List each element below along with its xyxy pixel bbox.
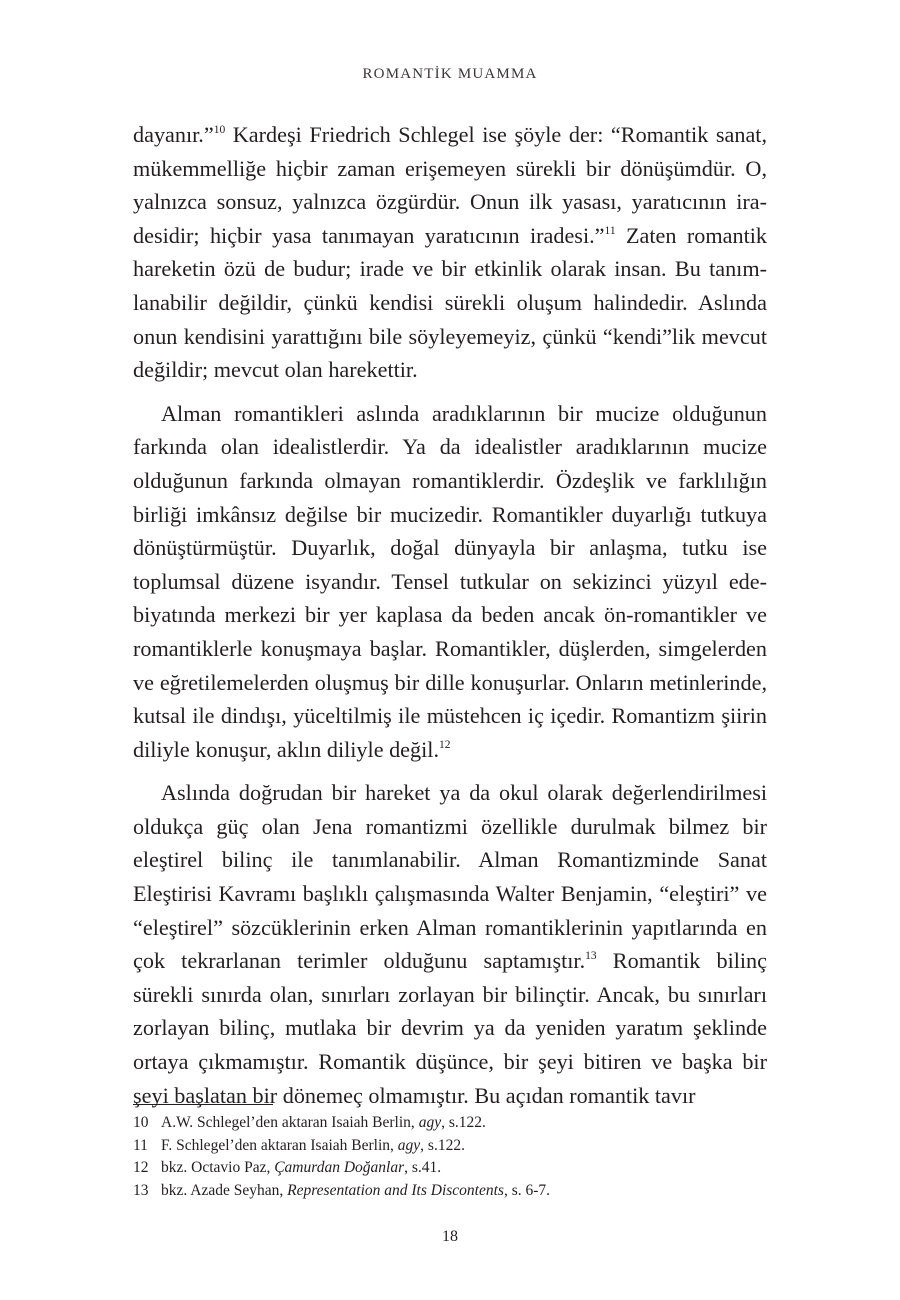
footnote-text: [161, 1135, 465, 1158]
paragraph: [133, 776, 767, 1112]
footnote: [133, 1157, 767, 1180]
footnote-number: 11: [133, 1136, 148, 1154]
text-run: Zaten romantik hareketin özü de budur; irade ve bir etkinlik olarak insan. Bu tanımlanabilir değildir, çünkü kendisi sürekli oluşum halindedir. Aslında onun kendisini yarattığını bile söyleyemeyiz, çünkü “kendi”lik mevcut değildir; mevcut olan harekettir.: [133, 222, 767, 383]
footnote-divider: [133, 1104, 273, 1105]
footnote-number: 12: [133, 1159, 149, 1176]
footnote-text: [161, 1157, 441, 1180]
footnote-reference: 13: [585, 950, 597, 963]
text-run: Alman romantikleri aslında aradıklarının bir mucize olduğunun farkında olan idealistlerdir. Ya da idealistler aradıklarının mucize olduğunun farkında olmayan romantiklerdir. Özdeşlik ve farklılığın birliği imkânsız değilse bir mucizedir. Romantikler duyarlığı tutkuya dönüştürmüştür. Duyarlık, doğal dünyayla bir anlaşma, tutku ise toplumsal düzene isyandır. Tensel tutkular on sekizinci yüzyıl edebiyatında merkezi bir yer kaplasa da beden ancak ön-romantikler ve romantiklerle konuşmaya başlar. Romantikler, düşlerden, simgelerden ve eğretilemelerden oluşmuş bir dille konuşurlar. Onların metinlerinde, kutsal ile dindışı, yüceltilmiş ile müstehcen iç içedir. Romantizm şiirin diliyle konuşur, aklın diliyle değil.: [133, 400, 767, 762]
footnote-reference: 11: [604, 224, 616, 237]
text-run: , s.41.: [404, 1159, 442, 1176]
footnote-text: [161, 1112, 486, 1135]
footnote-number: 10: [133, 1114, 149, 1131]
text-run: , s.122.: [420, 1136, 465, 1154]
footnote: [133, 1112, 767, 1135]
footnotes: [133, 1112, 767, 1202]
text-run: , s.122.: [441, 1114, 486, 1131]
page-number: 18: [442, 1228, 458, 1245]
italic-title: Representation and Its Discontents: [287, 1181, 504, 1199]
footnote: [133, 1135, 767, 1158]
body-text: [133, 118, 767, 1112]
footnote-number: 13: [133, 1181, 149, 1199]
text-run: dayanır.”: [133, 122, 214, 147]
paragraph: [133, 118, 767, 387]
text-run: Aslında doğrudan bir hareket ya da okul olarak değerlendirilmesi oldukça güç olan Jena romantizmi özellikle durulmak bilmez bir eleştirel bilinç ile tanımlanabilir. Alman Romantizminde Sanat Eleştirisi Kavramı başlıklı çalışmasında Walter Benjamin, “eleştiri” ve “eleştirel” sözcüklerinin erken Alman romantiklerinin yapıtlarında en çok tekrarlanan terimler olduğunu saptamıştır.: [133, 780, 767, 974]
footnote-reference: 12: [439, 738, 451, 751]
italic-title: Çamurdan Doğanlar: [274, 1159, 405, 1176]
text-run: A.W. Schlegel’den aktaran Isaiah Berlin,: [161, 1114, 419, 1131]
text-run: bkz. Azade Seyhan,: [161, 1181, 288, 1199]
running-head: ROMANTİK MUAMMA: [362, 66, 538, 82]
footnote-text: [161, 1180, 550, 1203]
text-run: bkz. Octavio Paz,: [161, 1159, 275, 1176]
italic-title: agy: [397, 1136, 421, 1154]
text-run: Romantik bilinç sürekli sınırda olan, sınırları zorlayan bir bilinçtir. Ancak, bu sınırları zorlayan bilinç, mutlaka bir devrim ya da yeniden yaratım şeklinde ortaya çıkmamıştır. Romantik düşünce, bir şeyi bitiren ve başka bir şeyi başlatan bir dönemeç olmamıştır. Bu açıdan romantik tavır: [133, 948, 768, 1108]
text-run: Kardeşi Friedrich Schlegel ise şöyle der: “Romantik sanat, mükemmelliğe hiçbir zaman erişemeyen sürekli bir dönüşümdür. O, yalnızca sonsuz, yalnızca özgürdür. Onun ilk yasası, yaratıcının iradesidir; hiçbir yasa tanımayan yaratıcının iradesi.”: [133, 122, 767, 248]
paragraph: [133, 397, 767, 767]
italic-title: agy: [418, 1114, 442, 1131]
footnote-reference: 10: [213, 124, 226, 136]
footnote: [133, 1180, 767, 1203]
text-run: , s. 6-7.: [503, 1181, 551, 1199]
text-run: F. Schlegel’den aktaran Isaiah Berlin,: [161, 1136, 398, 1154]
